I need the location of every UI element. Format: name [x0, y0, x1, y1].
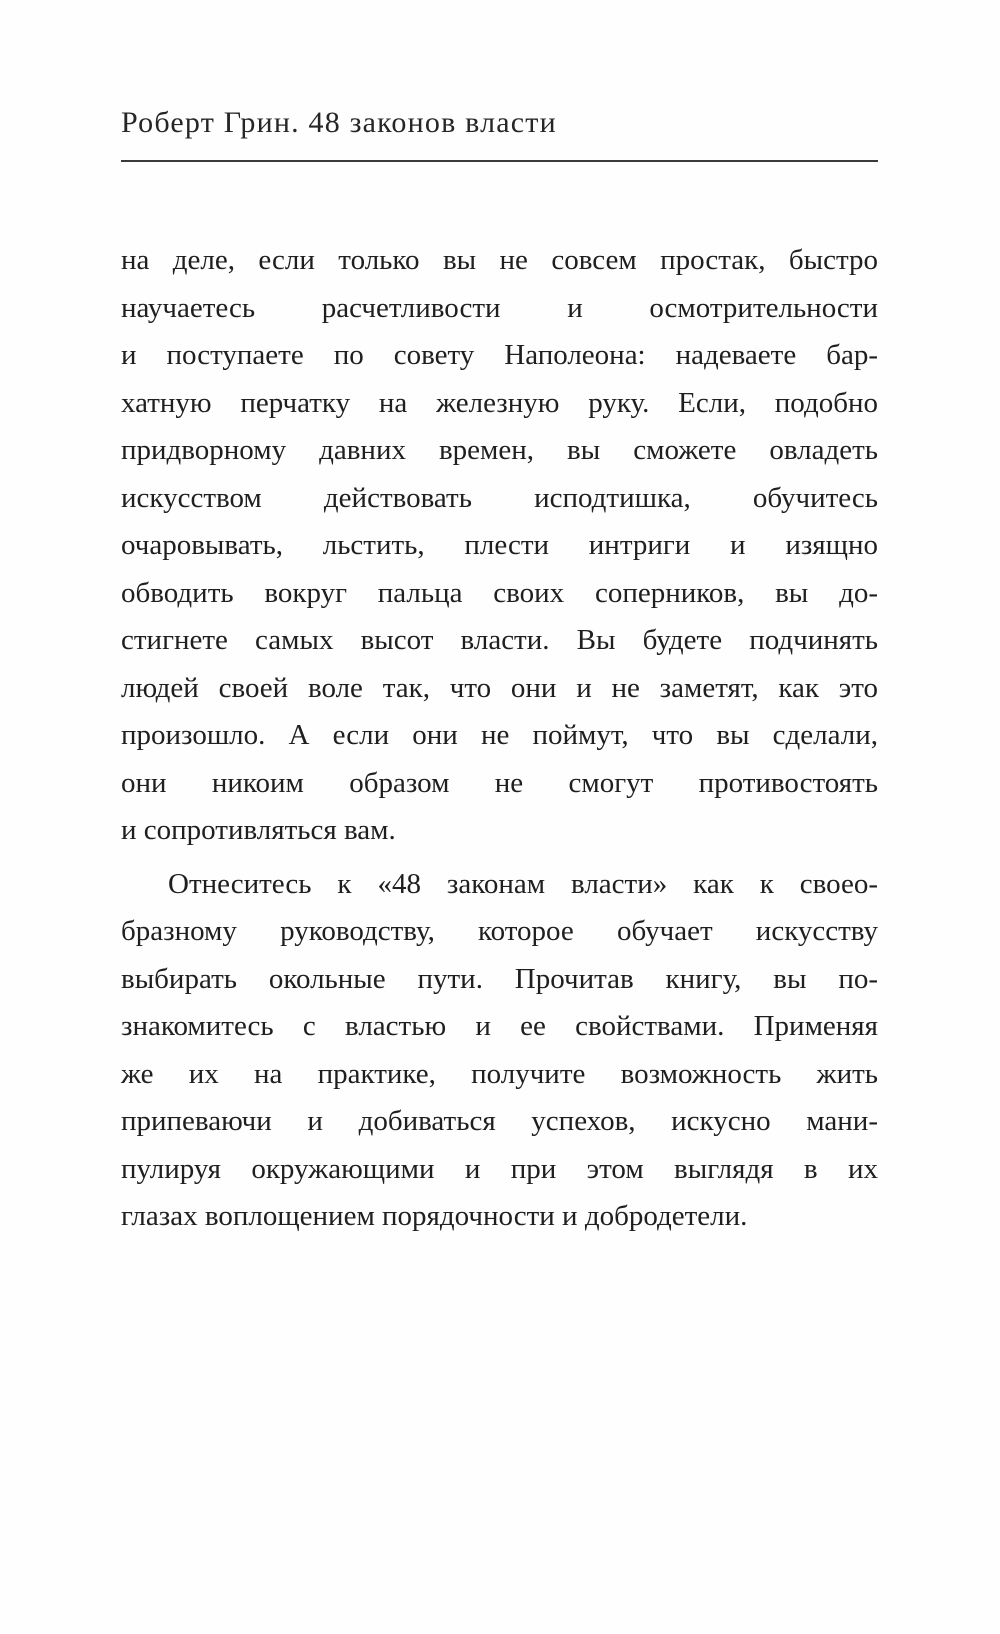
text-line: выбирать окольные пути. Прочитав книгу, вы по- — [121, 962, 878, 995]
text-line: обводить вокруг пальца своих соперников, вы до- — [121, 576, 878, 609]
text-line: Отнеситесь к «48 законам власти» как к своео- — [168, 867, 878, 900]
text-line: и сопротивляться вам. — [121, 814, 396, 846]
paragraph-1 — [121, 237, 878, 855]
text-line: хатную перчатку на железную руку. Если, подобно — [121, 386, 878, 419]
text-line: произошло. А если они не поймут, что вы сделали, — [121, 719, 878, 751]
text-line: припеваючи и добиваться успехов, искусно мани- — [121, 1105, 878, 1137]
running-head: Роберт Грин. 48 законов власти — [121, 106, 557, 139]
text-line: на деле, если только вы не совсем простак, быстро — [121, 244, 878, 276]
text-line: глазах воплощением порядочности и добродетели. — [121, 1200, 748, 1232]
text-line: же их на практике, получите возможность жить — [121, 1057, 878, 1090]
text-line: придворному давних времен, вы сможете овладеть — [121, 434, 878, 466]
text-line: знакомитесь с властью и ее свойствами. Применяя — [121, 1010, 878, 1042]
text-line: и поступаете по совету Наполеона: надеваете бар- — [121, 339, 878, 371]
text-line: они никоим образом не смогут противостоять — [121, 766, 878, 799]
body-text — [121, 237, 878, 1241]
text-line: очаровывать, льстить, плести интриги и изящно — [121, 529, 878, 561]
text-line: пулируя окружающими и при этом выглядя в их — [121, 1152, 878, 1185]
text-line: научаетесь расчетливости и осмотрительности — [121, 291, 878, 324]
text-line: бразному руководству, которое обучает искусству — [121, 915, 878, 947]
text-line: людей своей воле так, что они и не заметят, как это — [121, 671, 878, 704]
paragraph-2 — [121, 861, 878, 1241]
text-line: искусством действовать исподтишка, обучитесь — [121, 481, 878, 514]
header-rule — [121, 160, 878, 162]
text-line: стигнете самых высот власти. Вы будете подчинять — [121, 624, 878, 656]
